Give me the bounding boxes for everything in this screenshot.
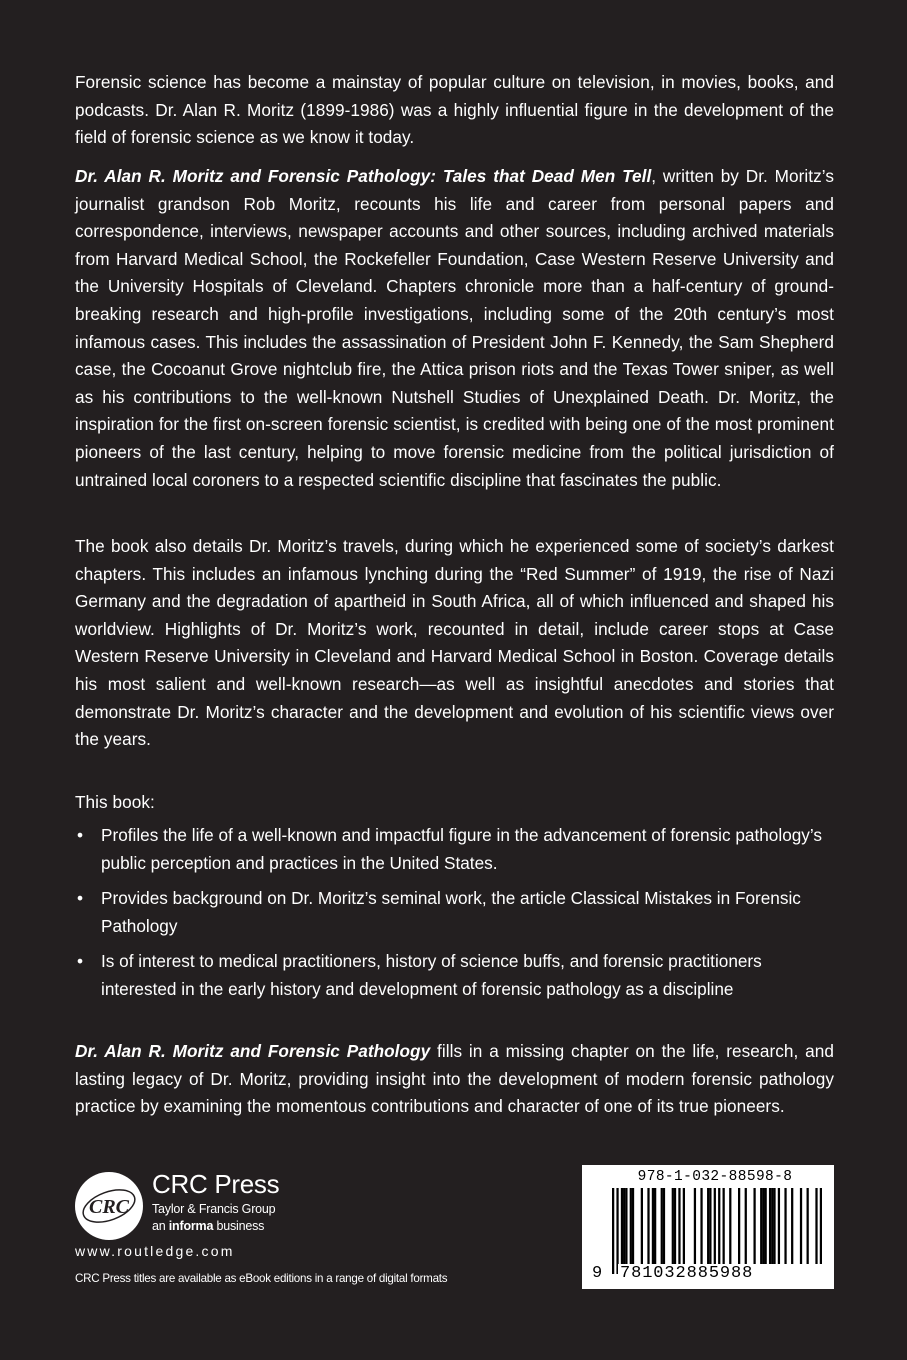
barcode-bar [661, 1188, 663, 1264]
closing-paragraph [75, 1038, 834, 1121]
informa-suffix: business [213, 1219, 265, 1233]
barcode-bar [630, 1188, 632, 1264]
book-summary-text: , written by Dr. Moritz’s journalist grandson Rob Moritz, recounts his life and career from personal papers and correspondence, interviews, newspaper accounts and other sources, including archived materials from Harvard Medical School, the Rockefeller Foundation, Case Western Reserve University and the University Hospitals of Cleveland. Chapters chronicle more than a half-century of ground-breaking research and high-profile investigations, including some of the 20th century’s most infamous cases. This includes the assassination of President John F. Kennedy, the Sam Shepherd case, the Cocoanut Grove nightclub fire, the Attica prison riots and the Texas Tower sniper, as well as his contributions to the well-known Nutshell Studies of Unexplained Death. Dr. Moritz, the inspiration for the first on-screen forensic scientist, is credited with being one of the most prominent pioneers of the last century, helping to move forensic medicine from the political jurisdiction of untrained local coroners to a respected scientific discipline that fascinates the public. [75, 166, 834, 490]
list-item-text: Is of interest to medical practitioners, history of science buffs, and forensic practitioners interested in the early history and development of forensic pathology as a discipline [101, 951, 762, 999]
barcode-bar [709, 1188, 711, 1264]
barcode-bar [729, 1188, 731, 1264]
publisher-block [75, 1169, 495, 1292]
list-item-text: Provides background on Dr. Moritz’s seminal work, the article Classical Mistakes in Forensic Pathology [101, 888, 801, 936]
barcode-bar [769, 1188, 771, 1264]
barcode-bar [773, 1188, 775, 1264]
barcode-bar [707, 1188, 709, 1264]
this-book-text: This book: [75, 792, 155, 812]
barcode-bar [807, 1188, 809, 1264]
barcode-bar [778, 1188, 780, 1264]
barcode-bar [654, 1188, 656, 1264]
barcode-bar [678, 1188, 680, 1264]
barcode-bar [815, 1188, 817, 1274]
barcode-bar [784, 1188, 786, 1264]
publisher-website[interactable]: www.routledge.com [75, 1243, 235, 1259]
informa-prefix: an [152, 1219, 169, 1233]
informa-bold: informa [168, 1219, 214, 1233]
crc-logo-icon [75, 1172, 143, 1240]
barcode-bar [672, 1188, 674, 1264]
publisher-name: CRC Press [152, 1169, 280, 1199]
bullet-icon: • [77, 951, 84, 972]
barcode-bar [621, 1188, 623, 1264]
barcode-bar [694, 1188, 696, 1264]
book-summary-paragraph [75, 163, 834, 494]
isbn-first-digit: 9 [592, 1264, 603, 1283]
barcode-bar [641, 1188, 643, 1264]
barcode-bar [652, 1188, 654, 1264]
barcode-bar [791, 1188, 793, 1264]
travels-text: The book also details Dr. Moritz’s travels, during which he experienced some of society’s darkest chapters. This includes an infamous lynching during the “Red Summer” of 1919, the rise of Nazi Germany and the degradation of apartheid in South Africa, all of which influenced and shaped his worldview. Highlights of Dr. Moritz’s work, recounted in detail, include career stops at Case Western Reserve University in Cleveland and Harvard Medical School in Boston. Coverage details his most salient and well-known research—as well as insightful anecdotes and stories that demonstrate Dr. Moritz’s character and the development and evolution of his scientific views over the years. [75, 536, 834, 750]
publisher-informa-line [152, 1218, 264, 1234]
intro-text: Forensic science has become a mainstay of popular culture on television, in movies, books, and podcasts. Dr. Alan R. Moritz (1899-1986) was a highly influential figure in the development of the field of forensic science as we know it today. [75, 72, 834, 148]
barcode-bar [616, 1188, 618, 1274]
barcode-bar [771, 1188, 773, 1264]
intro-paragraph [75, 69, 834, 152]
barcode-bar [723, 1188, 725, 1264]
crc-logo-text: CRC [88, 1196, 130, 1218]
list-item [75, 822, 840, 877]
bullet-icon: • [77, 825, 84, 845]
list-item-text: Profiles the life of a well-known and impactful figure in the advancement of forensic pathology’s public perception and practices in the United States. [101, 825, 823, 873]
isbn-barcode [582, 1165, 834, 1289]
barcode-bar [623, 1188, 625, 1264]
barcode-bar [632, 1188, 634, 1264]
isbn-rest-digits: 781032885988 [618, 1264, 828, 1284]
barcode-bar [745, 1188, 747, 1264]
barcode-bar [700, 1188, 702, 1264]
barcode-bar [760, 1188, 762, 1264]
this-book-heading [75, 789, 834, 817]
list-item [75, 948, 840, 1003]
closing-text: fills in a missing chapter on the life, research, and lasting legacy of Dr. Moritz, providing insight into the development of modern forensic pathology practice by examining the momentous contributions and character of one of its true pioneers. [75, 1041, 834, 1117]
barcode-bar [683, 1188, 685, 1264]
list-item [75, 885, 840, 940]
barcode-bar [762, 1188, 764, 1264]
publisher-group: Taylor & Francis Group [152, 1202, 276, 1216]
barcode-bar [765, 1188, 767, 1264]
book-title-italic: Dr. Alan R. Moritz and Forensic Pathology: Tales that Dead Men Tell [75, 166, 652, 186]
barcode-bar [820, 1188, 822, 1274]
travels-paragraph [75, 533, 834, 754]
ebook-note: CRC Press titles are available as eBook editions in a range of digital formats [75, 1272, 448, 1285]
feature-list [75, 822, 840, 1012]
barcode-bar [674, 1188, 676, 1264]
barcode-bar [647, 1188, 649, 1264]
barcode-bar [718, 1188, 720, 1274]
barcode-bars [612, 1188, 822, 1274]
bullet-icon: • [77, 888, 84, 909]
closing-title-italic: Dr. Alan R. Moritz and Forensic Pathology [75, 1041, 431, 1061]
barcode-bar [714, 1188, 716, 1274]
barcode-bar [625, 1188, 627, 1264]
barcode-bar [800, 1188, 802, 1264]
barcode-bar [753, 1188, 755, 1264]
barcode-bar [612, 1188, 614, 1274]
barcode-bar [663, 1188, 665, 1264]
isbn-top-text: 978-1-032-88598-8 [637, 1169, 793, 1185]
barcode-bar [738, 1188, 740, 1264]
